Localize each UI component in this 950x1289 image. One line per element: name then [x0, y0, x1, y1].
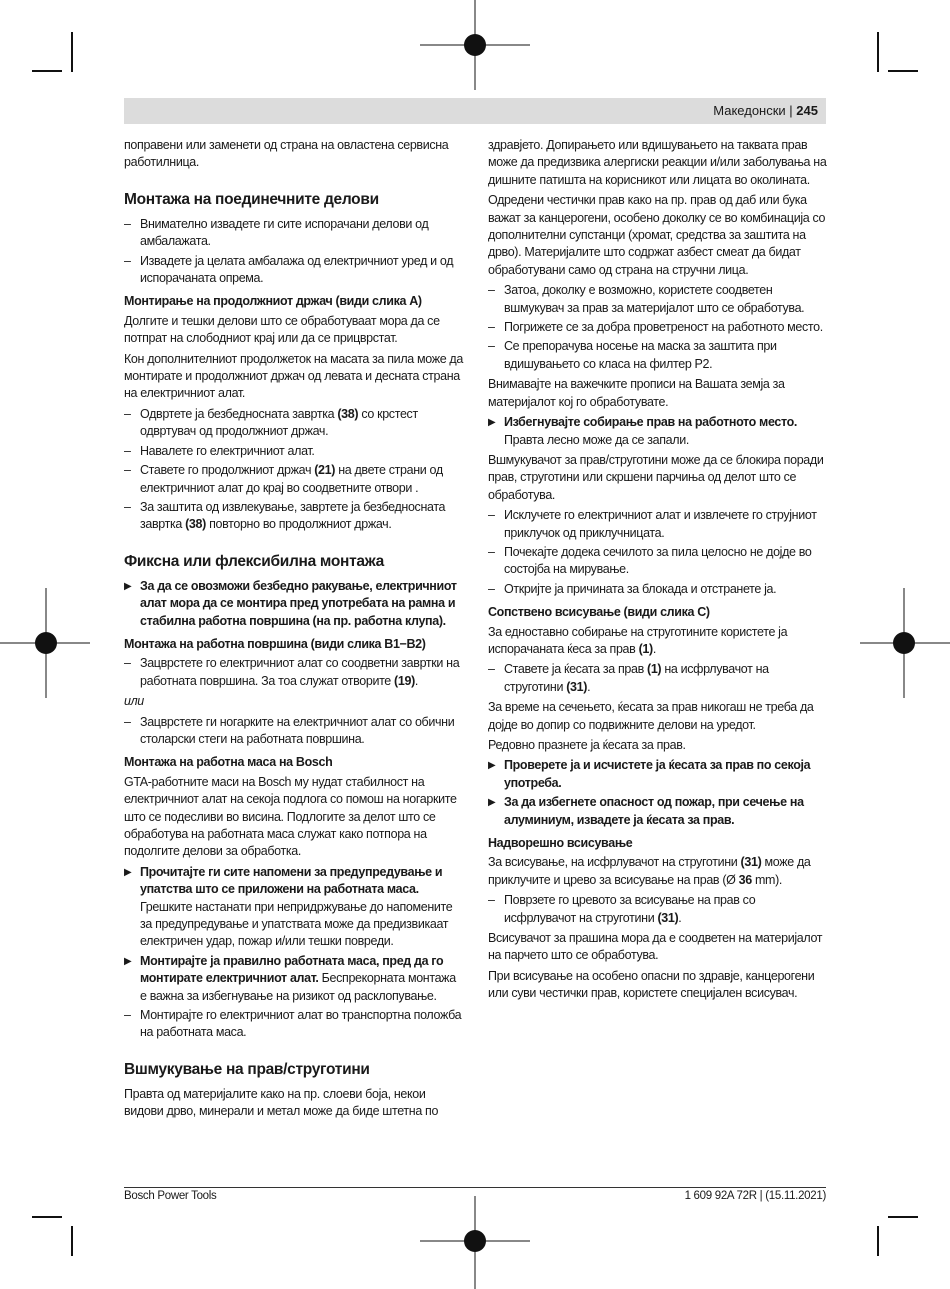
registration-mark-right	[860, 588, 950, 698]
list-item: – Ставете ја ќесата за прав (1) на исфрлувачот на струготини (31).	[488, 661, 828, 696]
paragraph: Долгите и тешки делови што се обработуваат мора да се потпрат на слободниот крај или да се прицврстат.	[124, 313, 440, 346]
list-item: – Почекајте додека сечилото за пила целосно не дојде во состојба на мирување.	[488, 544, 828, 579]
section-heading: Фиксна или флексибилна монтажа	[124, 552, 384, 570]
list-item: – Навалете го електричниот алат.	[124, 443, 464, 460]
paragraph: Редовно празнете ја ќесата за прав.	[488, 738, 686, 752]
crop-mark	[32, 1216, 62, 1218]
subheading: Монтирање на продолжниот држач (види слика A)	[124, 294, 422, 309]
page-number: 245	[796, 103, 818, 118]
warning-item: ▶ За да се овозможи безбедно ракување, електричниот алат мора да се монтира пред употребата на рамна и стабилна работна површина (на пр. работна клупа).	[124, 578, 464, 630]
list	[488, 892, 828, 927]
paragraph: Правта од материјалите како на пр. слоеви боја, некои видови дрво, минерали и метал може да биде штетна по	[124, 1086, 439, 1119]
crop-mark	[888, 70, 918, 72]
right-column	[488, 137, 828, 1006]
crop-mark	[32, 70, 62, 72]
subheading: Монтажа на работна површина (види слика B1−B2)	[124, 636, 426, 651]
warning-item: ▶ Избегнувајте собирање прав на работното место. Правта лесно може да се запали.	[488, 414, 828, 449]
list-item: – Ставете го продолжниот држач (21) на двете страни од електричниот алат до крај во соодветните отвори .	[124, 462, 464, 497]
list-item: – Погрижете се за добра проветреност на работното место.	[488, 319, 828, 336]
list-item: – Откријте ја причината за блокада и отстранете ја.	[488, 581, 828, 598]
page-header: Македонски | 245	[124, 98, 826, 124]
paragraph: За време на сечењето, ќесата за прав никогаш не треба да дојде во допир со подвижните делови на уредот.	[488, 700, 814, 732]
header-language: Македонски	[713, 103, 786, 118]
list	[124, 655, 464, 690]
subheading: Надворешно всисување	[488, 836, 633, 851]
list-item: – За заштита од извлекување, завртете ја безбедносната завртка (38) повторно во продолжниот држач.	[124, 499, 464, 534]
registration-mark-left	[0, 588, 90, 698]
registration-mark-top	[420, 0, 530, 90]
warning-item: ▶ За да избегнете опасност од пожар, при сечење на алуминиум, извадете ја ќесата за прав.	[488, 794, 828, 829]
warning-item: ▶ Прочитајте ги сите напомени за предупредување и упатства што се приложени на работната маса. Грешките настанати при непридржување до напомените за предупредување и упатствата може да предизвикаат електричен удар, пожар и/или тешки повреди.	[124, 864, 464, 951]
registration-mark-bottom	[420, 1196, 530, 1289]
subheading: Сопствено всисување (види слика C)	[488, 605, 710, 620]
paragraph: Кон дополнителниот продолжеток на масата за пила може да монтирате и продолжниот држач од левата и десната страна на електричниот алат.	[124, 351, 463, 401]
list	[124, 216, 464, 288]
paragraph: здравјето. Допирањето или вдишувањето на таквата прав може да предизвика алергиски реакции и/или заболувања на дишните патишта на корисникот или лицата во околината.	[488, 138, 827, 187]
list	[488, 282, 828, 373]
paragraph: За едноставно собирање на струготините користете ја испорачаната ќеса за прав (1).	[488, 624, 788, 656]
crop-mark	[877, 32, 879, 72]
paragraph: Вшмукувачот за прав/струготини може да се блокира поради прав, струготини или скршени парчиња од делот што се обработува.	[488, 452, 824, 502]
paragraph: За всисување, на исфрлувачот на струготини (31) може да приклучите и црево за всисување на прав (Ø 36 mm).	[488, 855, 811, 887]
list-item: – Монтирајте го електричниот алат во транспортна положба на работната маса.	[124, 1007, 464, 1042]
list	[124, 406, 464, 534]
or-label: или	[124, 694, 144, 709]
warning-item: ▶ Проверете ја и исчистете ја ќесата за прав по секоја употреба.	[488, 757, 828, 792]
paragraph: поправени или заменети од страна на овластена сервисна работилница.	[124, 138, 449, 170]
paragraph: Одредени честички прав како на пр. прав од даб или бука важат за канцерогени, особено доколку се во комбинација со дополнителни супстанци (хромат, средства за заштита на дрво). Материјалите што содржат азбест смеат да бидат обработувани само од страна на стручни лица.	[488, 193, 826, 277]
footer-brand: Bosch Power Tools	[124, 1190, 217, 1202]
list-item: – Внимателно извадете ги сите испорачани делови од амбалажата.	[124, 216, 464, 251]
warning-list	[488, 414, 828, 449]
list-item: – Зацврстете ги ногарките на електричниот алат со обични столарски стеги на работната површина.	[124, 714, 464, 749]
list-item: – Извадете ја целата амбалажа од електричниот уред и од испорачаната опрема.	[124, 253, 464, 288]
page-footer	[124, 1190, 826, 1202]
paragraph: GTA-работните маси на Bosch му нудат стабилност на електричниот алат на секоја подлога со помош на ногарките што се подесливи во висина. Подлогите за делот што се обработува на работната маса служат како потпора на подолгите делови за обработка.	[124, 774, 457, 859]
subheading: Монтажа на работна маса на Bosch	[124, 755, 333, 770]
footer-doc-id: 1 609 92A 72R | (15.11.2021)	[684, 1190, 826, 1202]
list	[124, 714, 464, 749]
left-column	[124, 137, 464, 1124]
list-item: – Зацврстете го електричниот алат со соодветни завртки на работната површина. За тоа служат отворите (19).	[124, 655, 464, 690]
list-item: – Исклучете го електричниот алат и извлечете го струјниот приклучок од приклучницата.	[488, 507, 828, 542]
list-item: – Се препорачува носење на маска за заштита при вдишувањето со класа на филтер P2.	[488, 338, 828, 373]
warning-list	[124, 864, 464, 1042]
list	[488, 661, 828, 696]
paragraph: Внимавајте на важечките прописи на Вашата земја за материјалот кој го обработувате.	[488, 377, 785, 409]
list-item: – Поврзете го цревото за всисување на прав со исфрлувачот на струготини (31).	[488, 892, 828, 927]
paragraph: При всисување на особено опасни по здравје, канцерогени или суви честички прав, користете специјален всисувач.	[488, 968, 815, 1001]
crop-mark	[888, 1216, 918, 1218]
warning-item: ▶ Монтирајте ја правилно работната маса, пред да го монтирате електричниот алат. Беспрекорната монтажа е важна за избегнување на ризикот од расклопување.	[124, 953, 464, 1005]
paragraph: Всисувачот за прашина мора да е соодветен на материјалот на парчето што се обработува.	[488, 931, 823, 963]
warning-list	[488, 757, 828, 829]
crop-mark	[71, 1226, 73, 1256]
list	[488, 507, 828, 598]
list-item: – Затоа, доколку е возможно, користете соодветен вшмукувач за прав за материјалот што се обработува.	[488, 282, 828, 317]
crop-mark	[877, 1226, 879, 1256]
section-heading: Вшмукување на прав/струготини	[124, 1060, 370, 1078]
list-item: – Одвртете ја безбедносната завртка (38) со крстест одвртувач од продолжниот држач.	[124, 406, 464, 441]
footer-divider	[124, 1187, 826, 1188]
warning-list	[124, 578, 464, 630]
crop-mark	[71, 32, 73, 72]
section-heading: Монтажа на поединечните делови	[124, 190, 379, 208]
